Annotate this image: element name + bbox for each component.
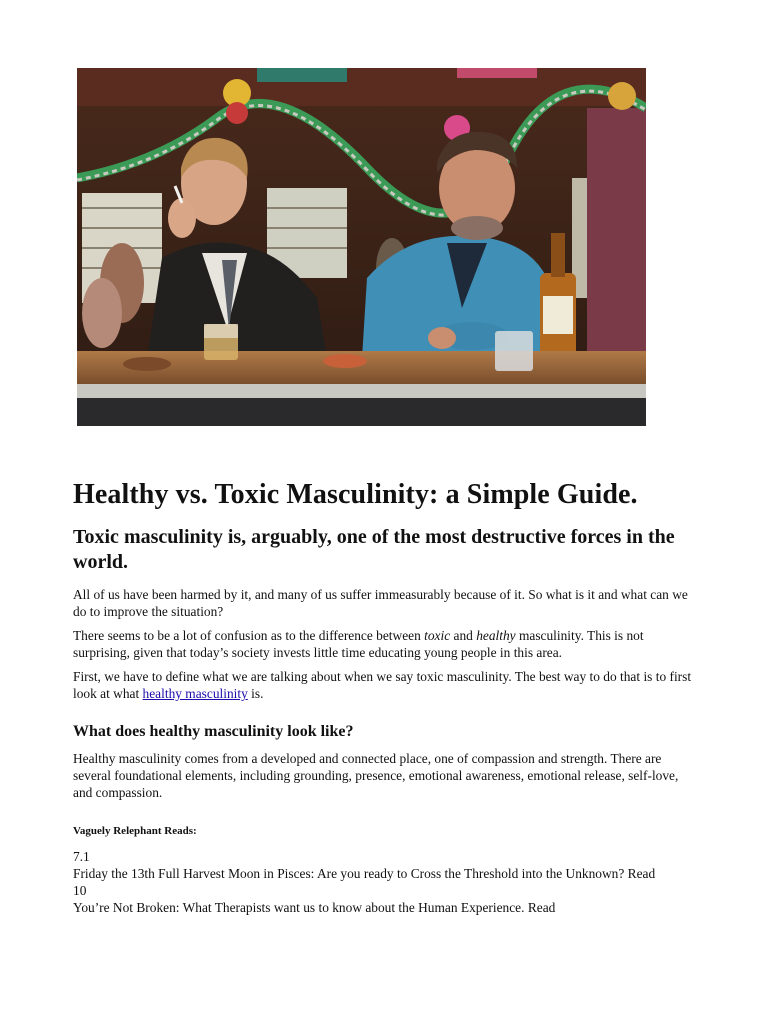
related-link[interactable]: You’re Not Broken: What Therapists want us to know about the Human Experience. Read: [73, 900, 556, 916]
text: masculinity. This is not surprising, given that today’s society invests little time educating young people in this area.: [73, 627, 644, 660]
paragraph-3: [73, 668, 698, 702]
text: There seems to be a lot of confusion as to the difference between: [73, 627, 425, 643]
related-heading: Vaguely Relephant Reads:: [73, 825, 197, 838]
text: First, we have to define what we are talking about when we say toxic masculinity. The best way to do that is to first look at what: [73, 668, 692, 701]
related-reads: [73, 848, 698, 916]
emphasis-toxic: toxic: [424, 627, 451, 643]
healthy-masculinity-link[interactable]: healthy masculinity: [142, 685, 248, 701]
paragraph-4: Healthy masculinity comes from a developed and connected place, one of compassion and strength. There are several foundational elements, including grounding, presence, emotional awareness, emotional release, self-love, and compassion.: [73, 751, 679, 801]
section-heading: What does healthy masculinity look like?: [73, 722, 354, 740]
article-title: Healthy vs. Toxic Masculinity: a Simple Guide.: [73, 479, 638, 510]
paragraph-1: All of us have been harmed by it, and many of us suffer immeasurably because of it. So what is it and what can we do to improve the situation?: [73, 586, 688, 619]
related-link[interactable]: Friday the 13th Full Harvest Moon in Pisces: Are you ready to Cross the Threshold into the Unknown? Read: [73, 866, 656, 882]
related-score: 7.1: [73, 849, 90, 865]
related-score: 10: [73, 883, 87, 899]
article-subtitle: Toxic masculinity is, arguably, one of the most destructive forces in the world.: [73, 525, 675, 574]
paragraph-2: [73, 627, 698, 661]
text: is.: [247, 685, 264, 701]
article: [73, 478, 698, 916]
photo-bar-scene: [77, 68, 646, 426]
emphasis-healthy: healthy: [476, 627, 516, 643]
hero-photo: [77, 68, 646, 426]
text: and: [450, 627, 477, 643]
